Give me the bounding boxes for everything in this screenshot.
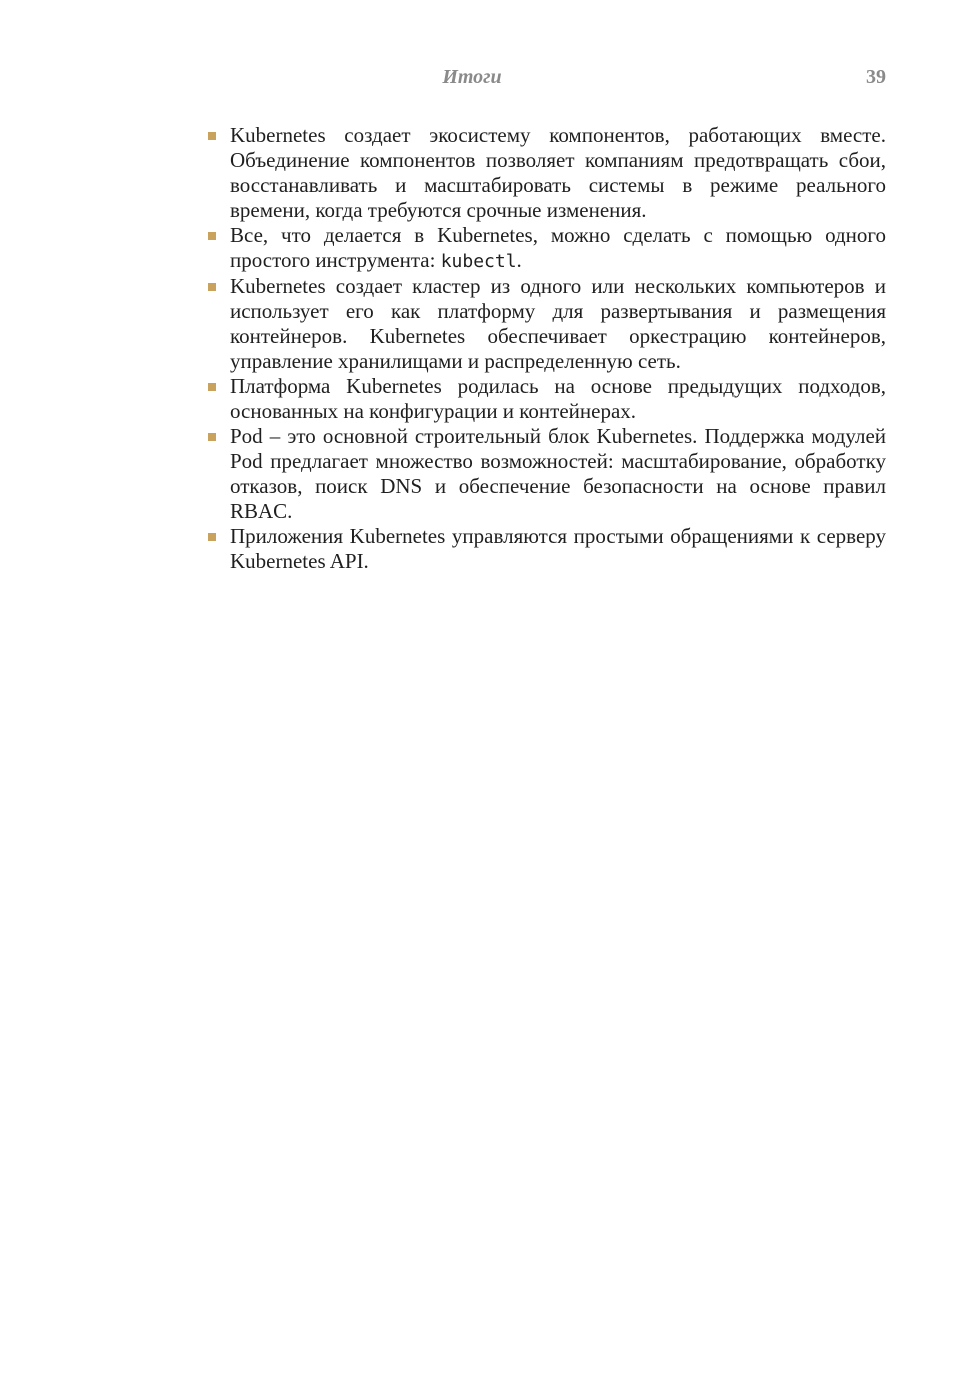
inline-code-kubectl: kubectl bbox=[440, 251, 517, 272]
bullet-item bbox=[230, 524, 886, 574]
bullet-text-end: . bbox=[516, 248, 522, 272]
bullet-text: Все, что делается в Kubernetes, можно сделать с помощью одного простого инструмента: bbox=[230, 223, 886, 272]
summary-bullet-list bbox=[230, 123, 886, 574]
running-header bbox=[230, 66, 886, 94]
bullet-item bbox=[230, 274, 886, 374]
bullet-text: Pod – это основной строительный блок Kubernetes. Поддержка модулей Pod предлагает множество возможностей: масштабирование, обработку отказов, поиск DNS и обеспечение безопасности на основе правил RBAC. bbox=[230, 424, 886, 523]
bullet-text: Kubernetes создает кластер из одного или нескольких компьютеров и использует его как платформу для развертывания и размещения контейнеров. Kubernetes обеспечивает оркестрацию контейнеров, управление хранилищами и распределенную сеть. bbox=[230, 274, 886, 373]
square-bullet-icon bbox=[208, 283, 216, 291]
bullet-text: Kubernetes создает экосистему компонентов, работающих вместе. Объединение компонентов позволяет компаниям предотвращать сбои, восстанавливать и масштабировать системы в режиме реального времени, когда требуются срочные изменения. bbox=[230, 123, 886, 222]
square-bullet-icon bbox=[208, 232, 216, 240]
bullet-item bbox=[230, 424, 886, 524]
bullet-text: Платформа Kubernetes родилась на основе предыдущих подходов, основанных на конфигурации и контейнерах. bbox=[230, 374, 886, 423]
page-number: 39 bbox=[866, 66, 886, 88]
bullet-item bbox=[230, 223, 886, 274]
square-bullet-icon bbox=[208, 533, 216, 541]
square-bullet-icon bbox=[208, 132, 216, 140]
bullet-item bbox=[230, 374, 886, 424]
bullet-text: Приложения Kubernetes управляются простыми обращениями к серверу Kubernetes API. bbox=[230, 524, 886, 573]
square-bullet-icon bbox=[208, 383, 216, 391]
square-bullet-icon bbox=[208, 433, 216, 441]
running-header-title: Итоги bbox=[442, 66, 502, 88]
bullet-item bbox=[230, 123, 886, 223]
